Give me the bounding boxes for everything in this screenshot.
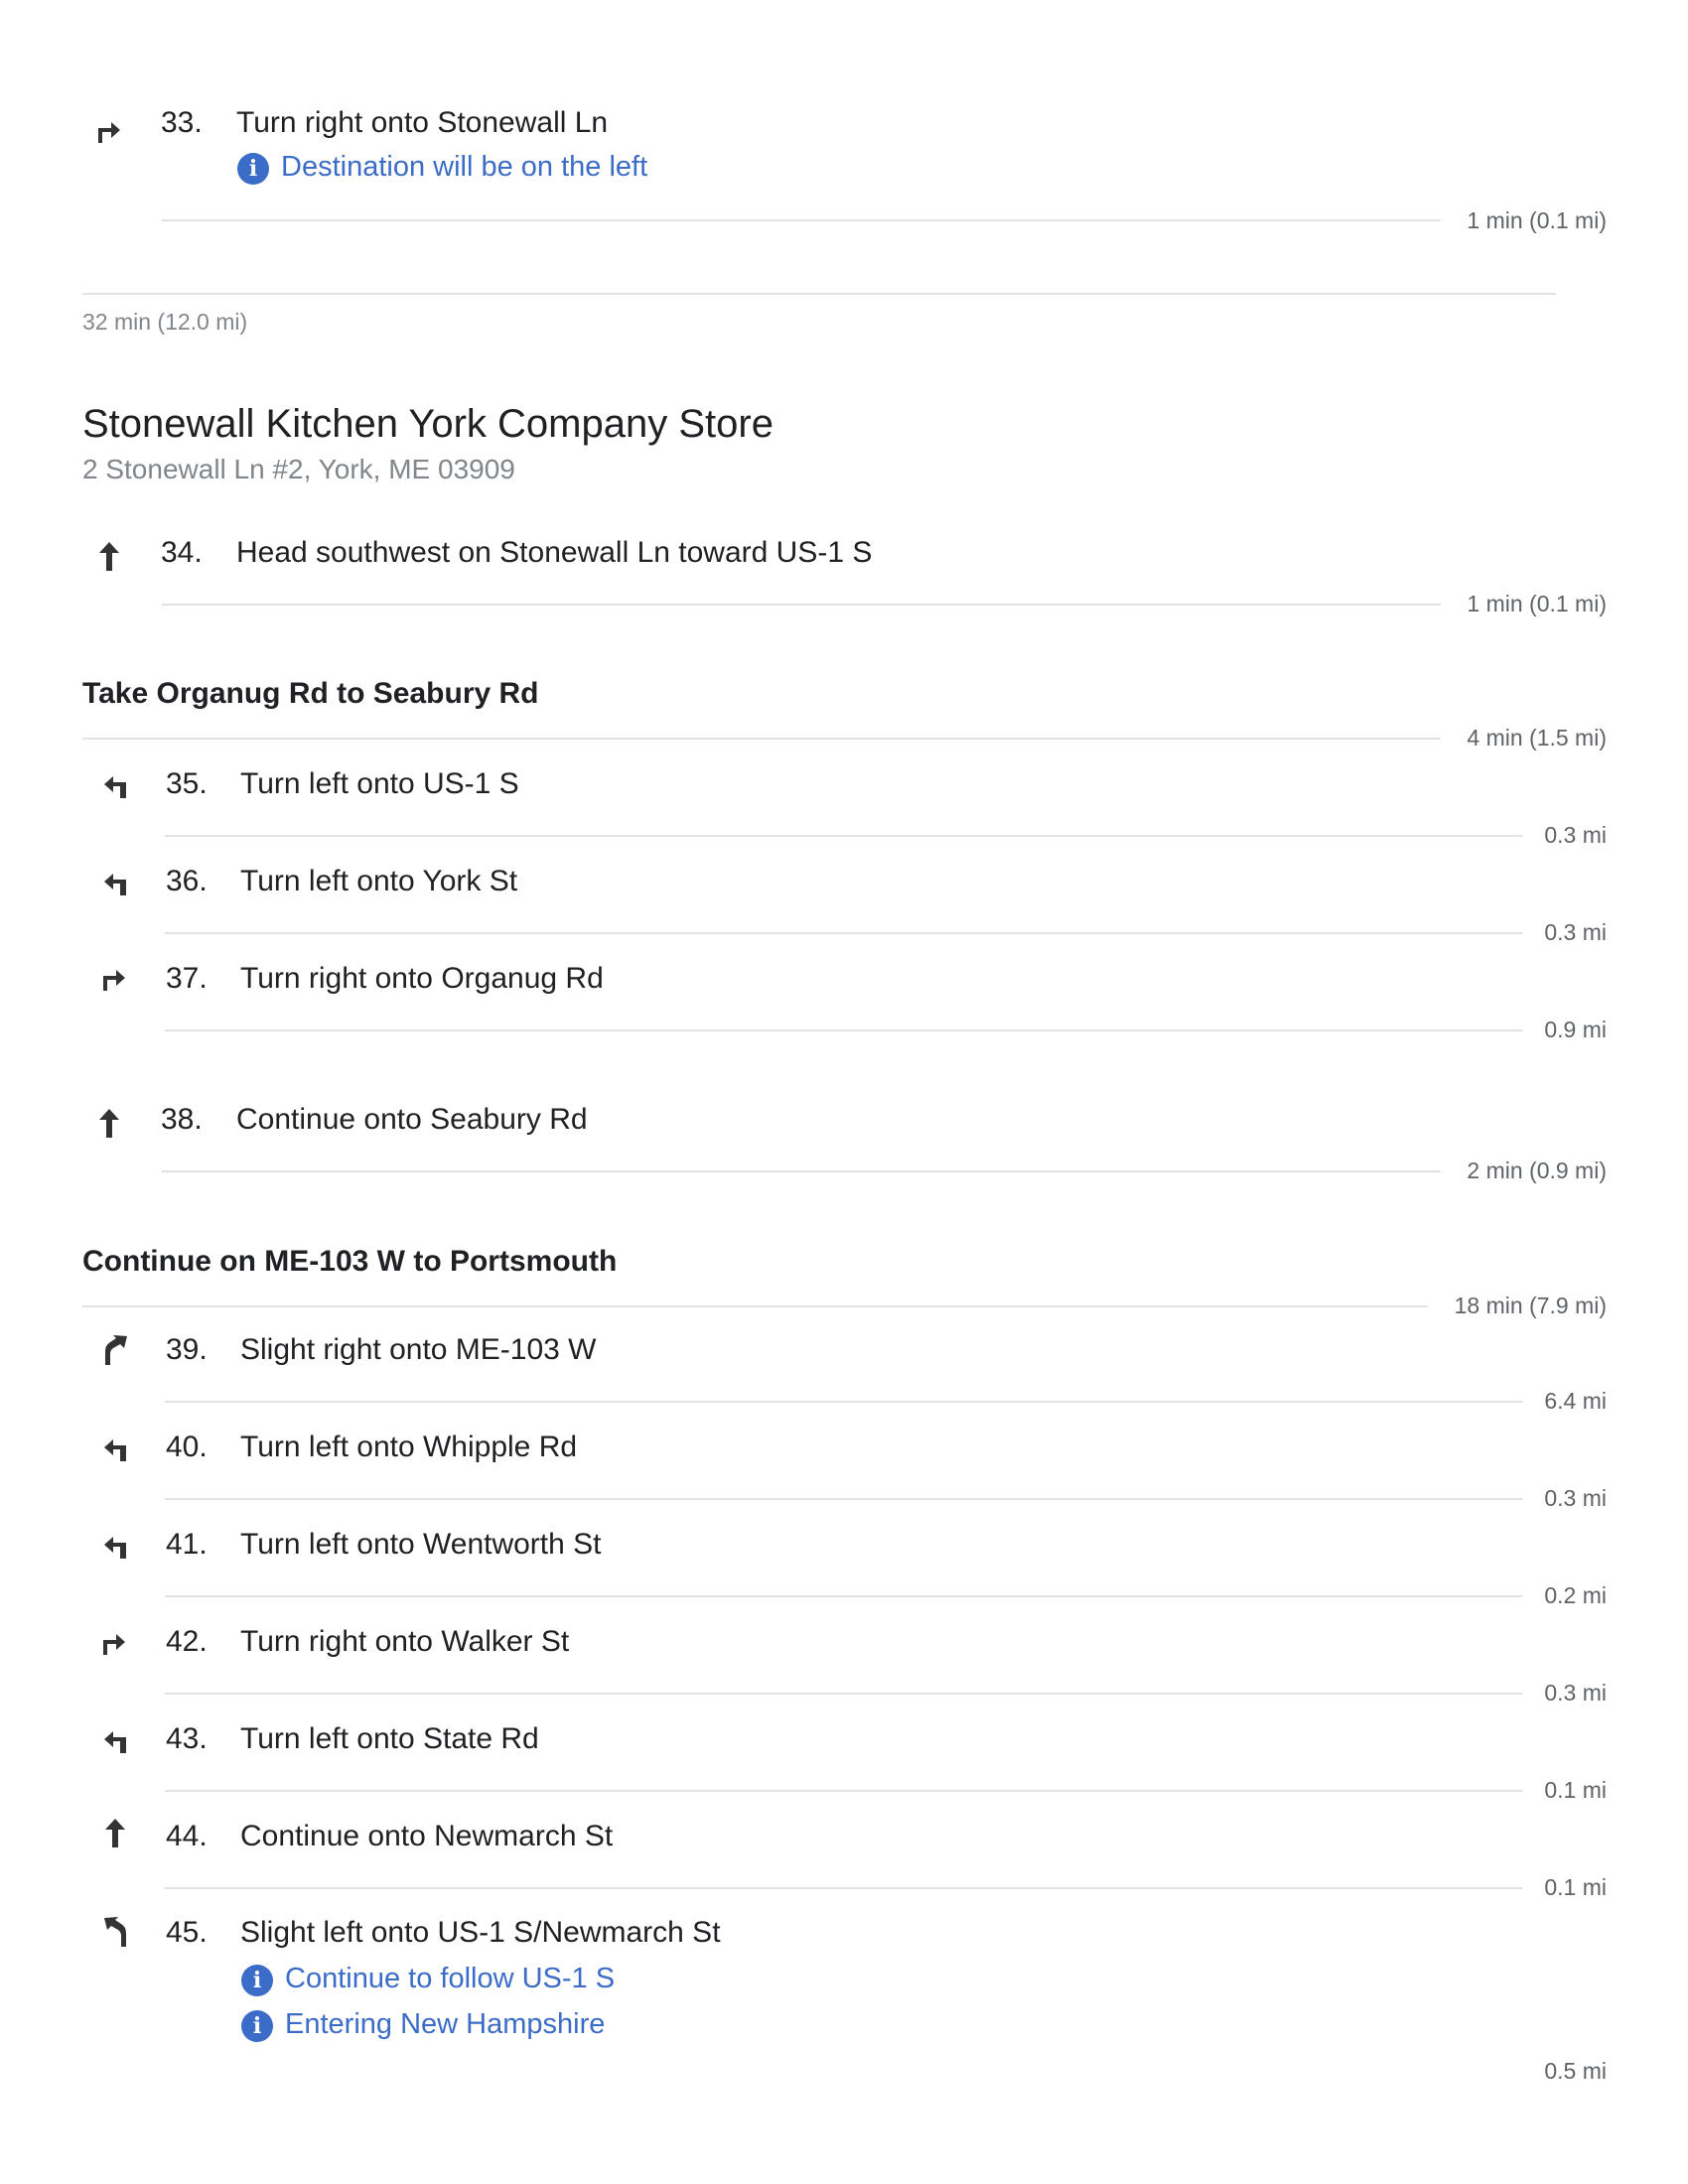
divider xyxy=(165,1790,1522,1792)
turn-right-icon xyxy=(91,113,125,147)
step-instruction: Continue onto Newmarch St xyxy=(240,1820,614,1852)
step-number: 41. xyxy=(166,1528,208,1561)
step-distance: 0.9 mi xyxy=(1544,1017,1607,1042)
step-instruction: Turn left onto State Rd xyxy=(240,1722,539,1755)
turn-left-icon xyxy=(99,1528,133,1562)
step-distance: 6.4 mi xyxy=(1544,1388,1607,1414)
divider xyxy=(165,1595,1522,1597)
step-note: Destination will be on the left xyxy=(281,151,648,183)
step-note: Entering New Hampshire xyxy=(285,2008,606,2040)
step-distance: 0.5 mi xyxy=(1544,2058,1607,2084)
section-distance: 18 min (7.9 mi) xyxy=(1454,1293,1607,1318)
leg-summary: 32 min (12.0 mi) xyxy=(82,309,248,335)
step-number: 35. xyxy=(166,767,208,800)
turn-left-icon xyxy=(99,767,133,801)
step-note: Continue to follow US-1 S xyxy=(285,1963,616,1994)
divider xyxy=(162,604,1441,606)
section-distance: 4 min (1.5 mi) xyxy=(1467,725,1607,751)
step-instruction: Slight right onto ME-103 W xyxy=(240,1333,597,1366)
turn-left-icon xyxy=(99,1722,133,1756)
step-instruction: Turn right onto Organug Rd xyxy=(240,962,604,995)
divider xyxy=(82,293,1556,295)
step-instruction: Continue onto Seabury Rd xyxy=(236,1103,588,1136)
step-instruction: Slight left onto US-1 S/Newmarch St xyxy=(240,1916,721,1949)
step-instruction: Turn left onto Whipple Rd xyxy=(240,1431,578,1463)
divider xyxy=(165,1029,1522,1031)
divider xyxy=(165,1498,1522,1500)
divider xyxy=(162,1170,1441,1172)
info-icon: i xyxy=(237,153,269,185)
step-instruction: Turn right onto Stonewall Ln xyxy=(236,106,609,139)
step-distance: 0.1 mi xyxy=(1544,1874,1607,1900)
step-distance: 1 min (0.1 mi) xyxy=(1467,207,1607,233)
divider xyxy=(165,932,1522,934)
slight-left-icon xyxy=(99,1915,133,1949)
divider xyxy=(162,219,1441,221)
divider xyxy=(165,835,1522,837)
step-number: 42. xyxy=(166,1625,208,1658)
divider xyxy=(165,1693,1522,1695)
step-distance: 0.1 mi xyxy=(1544,1777,1607,1803)
step-number: 33. xyxy=(161,106,203,139)
step-number: 34. xyxy=(161,536,203,569)
turn-left-icon xyxy=(99,865,133,898)
step-distance: 0.3 mi xyxy=(1544,919,1607,945)
step-instruction: Head southwest on Stonewall Ln toward US-1 S xyxy=(236,536,873,569)
turn-left-icon xyxy=(99,1431,133,1464)
slight-right-icon xyxy=(98,1333,132,1367)
divider xyxy=(165,1887,1522,1889)
step-instruction: Turn left onto York St xyxy=(240,865,518,897)
step-number: 43. xyxy=(166,1722,208,1755)
destination-address: 2 Stonewall Ln #2, York, ME 03909 xyxy=(82,454,515,484)
step-number: 37. xyxy=(166,962,208,995)
step-number: 36. xyxy=(166,865,208,897)
straight-arrow-icon xyxy=(92,539,126,573)
info-icon: i xyxy=(241,1965,273,1996)
step-instruction: Turn right onto Walker St xyxy=(240,1625,570,1658)
step-distance: 0.3 mi xyxy=(1544,1485,1607,1511)
straight-arrow-icon xyxy=(92,1106,126,1140)
turn-right-icon xyxy=(96,961,130,995)
step-number: 44. xyxy=(166,1820,208,1852)
step-number: 45. xyxy=(166,1916,208,1949)
step-instruction: Turn left onto Wentworth St xyxy=(240,1528,602,1561)
divider xyxy=(82,738,1441,740)
divider xyxy=(165,1401,1522,1403)
step-distance: 2 min (0.9 mi) xyxy=(1467,1158,1607,1183)
step-distance: 0.2 mi xyxy=(1544,1582,1607,1608)
step-distance: 1 min (0.1 mi) xyxy=(1467,591,1607,616)
step-number: 39. xyxy=(166,1333,208,1366)
straight-arrow-icon xyxy=(98,1816,132,1849)
turn-right-icon xyxy=(96,1625,130,1659)
step-instruction: Turn left onto US-1 S xyxy=(240,767,519,800)
step-number: 38. xyxy=(161,1103,203,1136)
step-number: 40. xyxy=(166,1431,208,1463)
step-distance: 0.3 mi xyxy=(1544,1680,1607,1706)
step-distance: 0.3 mi xyxy=(1544,822,1607,848)
divider xyxy=(82,1305,1428,1307)
section-title: Take Organug Rd to Seabury Rd xyxy=(82,677,539,710)
destination-name: Stonewall Kitchen York Company Store xyxy=(82,402,774,446)
section-title: Continue on ME-103 W to Portsmouth xyxy=(82,1245,618,1278)
info-icon: i xyxy=(241,2010,273,2042)
